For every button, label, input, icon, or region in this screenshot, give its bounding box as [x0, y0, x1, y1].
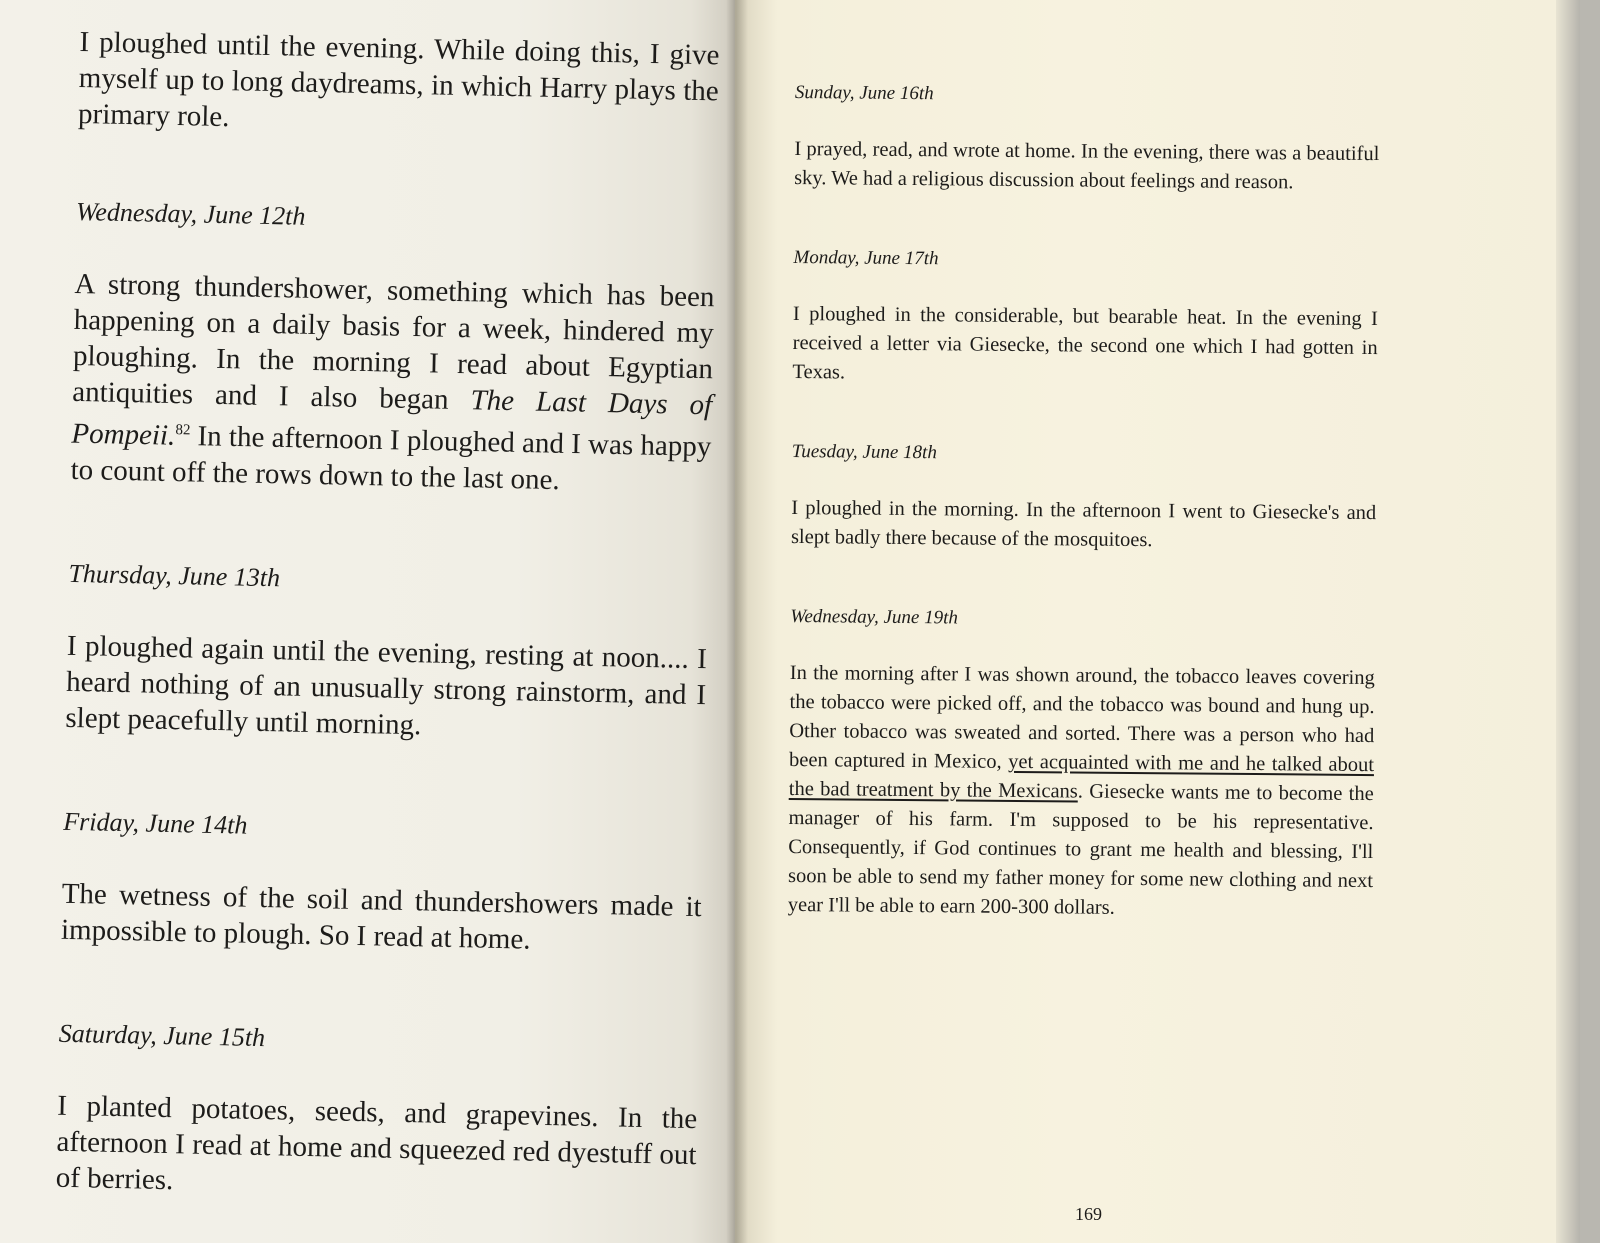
entry-text: I ploughed in the morning. In the afternoon I went to Giesecke's and slept badly there because of the mosquitoes. [790, 496, 1377, 552]
entry-text: I ploughed until the evening. While doing this, I give myself up to long daydreams, in which Harry plays the primary role. [77, 25, 720, 134]
entry-text: I ploughed again until the evening, resting at noon.... I heard nothing of an unusually strong rainstorm, and I slept peacefully until morning. [65, 629, 708, 741]
entry-date: Thursday, June 13th [68, 558, 281, 592]
diary-entry [791, 437, 1377, 557]
entry-text-part: A strong thundershower, something which has been happening on a daily basis for a week, hindered my ploughing. In the morning I read about Egyptian antiquities and I also began [71, 267, 715, 417]
left-page-content [54, 24, 720, 1243]
left-page [0, 0, 735, 1243]
entry-date: Sunday, June 16th [794, 81, 934, 105]
diary-entry [794, 78, 1380, 198]
entry-text: I planted potatoes, seeds, and grapevines. In the afternoon I read at home and squeezed red dyestuff out of berries. [55, 1089, 698, 1196]
entry-text-part: In the morning after I was shown around, the tobacco leaves covering the tobacco were picked off, and the tobacco was bound and hung up. Other tobacco was sweated and sorted. There was a person who had been captured in Mexico, [788, 661, 1375, 773]
diary-entry [55, 1015, 699, 1208]
page-edge [1556, 0, 1580, 1243]
entry-text-part: In the afternoon I ploughed and I was happy to count off the rows down to the last one. [70, 420, 712, 496]
entry-text [70, 266, 715, 501]
book-title: The Last Days of Pompeii. [71, 384, 713, 452]
right-page [735, 0, 1580, 1243]
entry-date: Saturday, June 15th [58, 1018, 266, 1052]
diary-entry [78, 24, 720, 145]
entry-text: I prayed, read, and wrote at home. In the evening, there was a beautiful sky. We had a religious discussion about feelings and reason. [794, 137, 1380, 194]
entry-date: Tuesday, June 18th [791, 440, 937, 464]
footnote-marker: 82 [175, 422, 191, 439]
entry-date: Friday, June 14th [63, 806, 248, 840]
page-number: 169 [1075, 1204, 1102, 1224]
entry-text: I ploughed in the considerable, but bearable heat. In the evening I received a letter via Giesecke, the second one which I had gotten in Texas. [792, 302, 1379, 384]
diary-entry [65, 556, 709, 749]
entry-text [788, 659, 1375, 925]
entry-text: The wetness of the soil and thundershowers made it impossible to plough. So I read at home. [60, 877, 702, 956]
diary-entry [788, 602, 1376, 925]
diary-entry [61, 803, 704, 960]
diary-entry [792, 243, 1378, 392]
entry-date: Wednesday, June 19th [790, 605, 959, 629]
underlined-passage: yet acquainted with me and he talked about the bad treatment by the Mexicans [788, 750, 1375, 803]
entry-text-part: . Giesecke wants me to become the manager of his farm. I'm supposed to be his representative. Consequently, if God continues to grant me health and blessing, I'll soon be able to send my father money for some new clothing and next year I'll be able to earn 200-300 dollars. [787, 780, 1374, 919]
diary-entry [70, 194, 716, 501]
entry-date: Monday, June 17th [793, 246, 939, 270]
right-page-content [787, 78, 1380, 975]
entry-date: Wednesday, June 12th [75, 196, 306, 231]
